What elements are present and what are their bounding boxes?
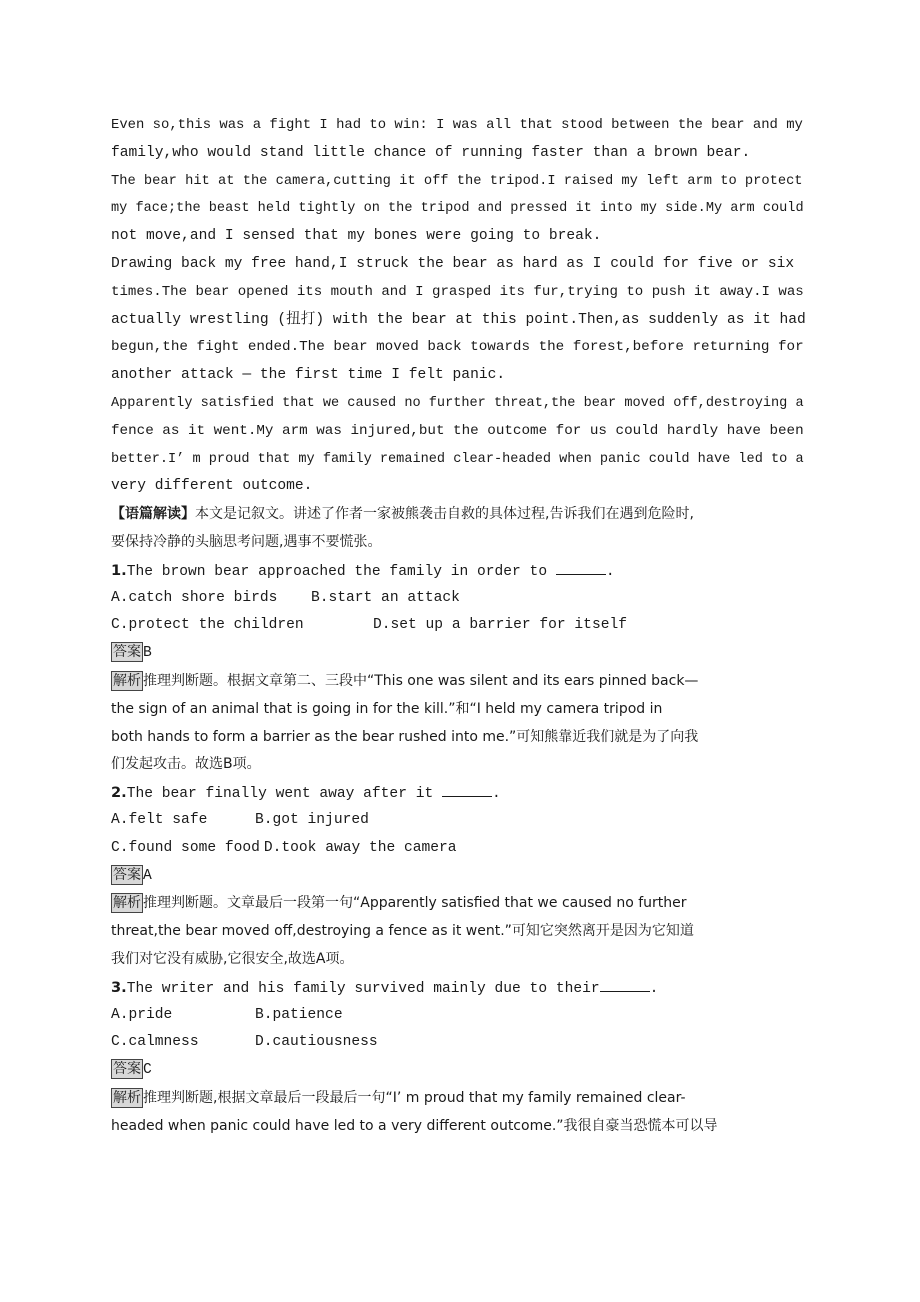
- question-number: 2.: [111, 784, 127, 802]
- explanation-line: 解析 推理判断题,根据文章最后一段最后一句“I’ m proud that my family remained clear-: [113, 1089, 686, 1106]
- question-stem: 2.The bear finally went away after it .: [111, 779, 807, 807]
- passage-line: times.The bear opened its mouth and I grasped its fur,trying to push it away.I was: [111, 283, 804, 300]
- explanation-label-box: 解析: [113, 1089, 141, 1106]
- document-page: [111, 112, 807, 1140]
- question-2: [111, 779, 807, 974]
- options-row: [111, 835, 807, 863]
- question-3: [111, 974, 807, 1141]
- question-number: 1.: [111, 561, 127, 579]
- option-a[interactable]: A.catch shore birds: [111, 589, 278, 606]
- option-c[interactable]: C.protect the children: [111, 617, 304, 634]
- explanation-line: 我们对它没有威胁,它很安全,故选A项。: [111, 950, 354, 967]
- option-b[interactable]: B.got injured: [255, 811, 369, 828]
- answer-value: C: [143, 1062, 152, 1079]
- answer-line: [111, 640, 807, 668]
- explanation-line: threat,the bear moved off,destroying a fence as it went.”可知它突然离开是因为它知道: [111, 923, 694, 940]
- answer-blank: [556, 558, 606, 575]
- options-row: [111, 612, 807, 640]
- answer-blank: [442, 780, 492, 797]
- passage-line: Drawing back my free hand,I struck the bear as hard as I could for five or six: [111, 255, 795, 272]
- option-c[interactable]: C.calmness: [111, 1034, 199, 1051]
- explanation-line: 们发起攻击。故选B项。: [111, 756, 261, 773]
- explanation-label-box: 解析: [113, 672, 141, 689]
- passage-line: The bear hit at the camera,cutting it off the tripod.I raised my left arm to protect: [111, 173, 803, 189]
- answer-blank: [600, 975, 650, 992]
- answer-label-box: 答案: [113, 644, 141, 661]
- passage-line: fence as it went.My arm was injured,but the outcome for us could hardly have been: [111, 422, 804, 439]
- option-c[interactable]: C.found some food: [111, 839, 260, 856]
- passage-line: Apparently satisfied that we caused no further threat,the bear moved off,destroying a: [111, 395, 804, 411]
- option-b[interactable]: B.start an attack: [311, 589, 460, 606]
- answer-value: B: [143, 645, 152, 662]
- option-a[interactable]: A.pride: [111, 1006, 173, 1023]
- explanation-line: 解析 推理判断题。文章最后一段第一句“Apparently satisfied that we caused no further: [113, 895, 687, 912]
- answer-label-box: 答案: [113, 866, 141, 883]
- question-stem: 3.The writer and his family survived mainly due to their .: [111, 974, 807, 1002]
- question-1: [111, 557, 807, 779]
- explanation-label-box: 解析: [113, 895, 141, 912]
- analysis-text: 本文是记叙文。讲述了作者一家被熊袭击自救的具体过程,告诉我们在遇到危险时,: [195, 506, 694, 523]
- explanation-line: headed when panic could have led to a very different outcome.”我很自豪当恐慌本可以导: [111, 1117, 718, 1134]
- discourse-analysis: [111, 501, 807, 557]
- analysis-label: 【语篇解读】: [111, 506, 195, 523]
- passage-line: very different outcome.: [111, 478, 313, 495]
- passage-line: begun,the fight ended.The bear moved back towards the forest,before returning for: [111, 339, 804, 356]
- passage-line: not move,and I sensed that my bones were going to break.: [111, 228, 602, 245]
- option-d[interactable]: D.took away the camera: [263, 839, 457, 856]
- answer-line: [111, 1057, 807, 1085]
- explanation-line: 解析 推理判断题。根据文章第二、三段中“This one was silent and its ears pinned back—: [113, 672, 699, 689]
- answer-line: [111, 863, 807, 891]
- options-row: [111, 1002, 807, 1030]
- question-number: 3.: [111, 978, 127, 996]
- explanation-line: the sign of an animal that is going in for the kill.”和“I held my camera tripod in: [111, 700, 663, 717]
- option-d[interactable]: D.cautiousness: [255, 1034, 378, 1051]
- passage-line: my face;the beast held tightly on the tripod and pressed it into my side.My arm could: [111, 201, 804, 217]
- option-b[interactable]: B.patience: [255, 1006, 343, 1023]
- option-d[interactable]: D.set up a barrier for itself: [373, 617, 627, 634]
- question-stem: 1.The brown bear approached the family in order to .: [111, 557, 807, 585]
- options-row: [111, 807, 807, 835]
- passage-line: family,who would stand little chance of running faster than a brown bear.: [111, 144, 751, 161]
- passage-line: actually wrestling (扭打) with the bear at this point.Then,as suddenly as it had: [111, 311, 806, 328]
- passage-line: another attack — the first time I felt panic.: [111, 367, 506, 384]
- options-row: [111, 1029, 807, 1057]
- analysis-text: 要保持冷静的头脑思考问题,遇事不要慌张。: [111, 533, 382, 550]
- answer-value: A: [143, 867, 152, 884]
- passage: [111, 112, 807, 501]
- passage-line: better.I’ m proud that my family remained clear-headed when panic could have led to a: [111, 451, 804, 467]
- option-a[interactable]: A.felt safe: [111, 811, 208, 828]
- explanation-line: both hands to form a barrier as the bear rushed into me.”可知熊靠近我们就是为了向我: [111, 728, 699, 745]
- answer-label-box: 答案: [113, 1061, 141, 1078]
- options-row: [111, 585, 807, 613]
- passage-line: Even so,this was a fight I had to win: I was all that stood between the bear and my: [111, 117, 803, 133]
